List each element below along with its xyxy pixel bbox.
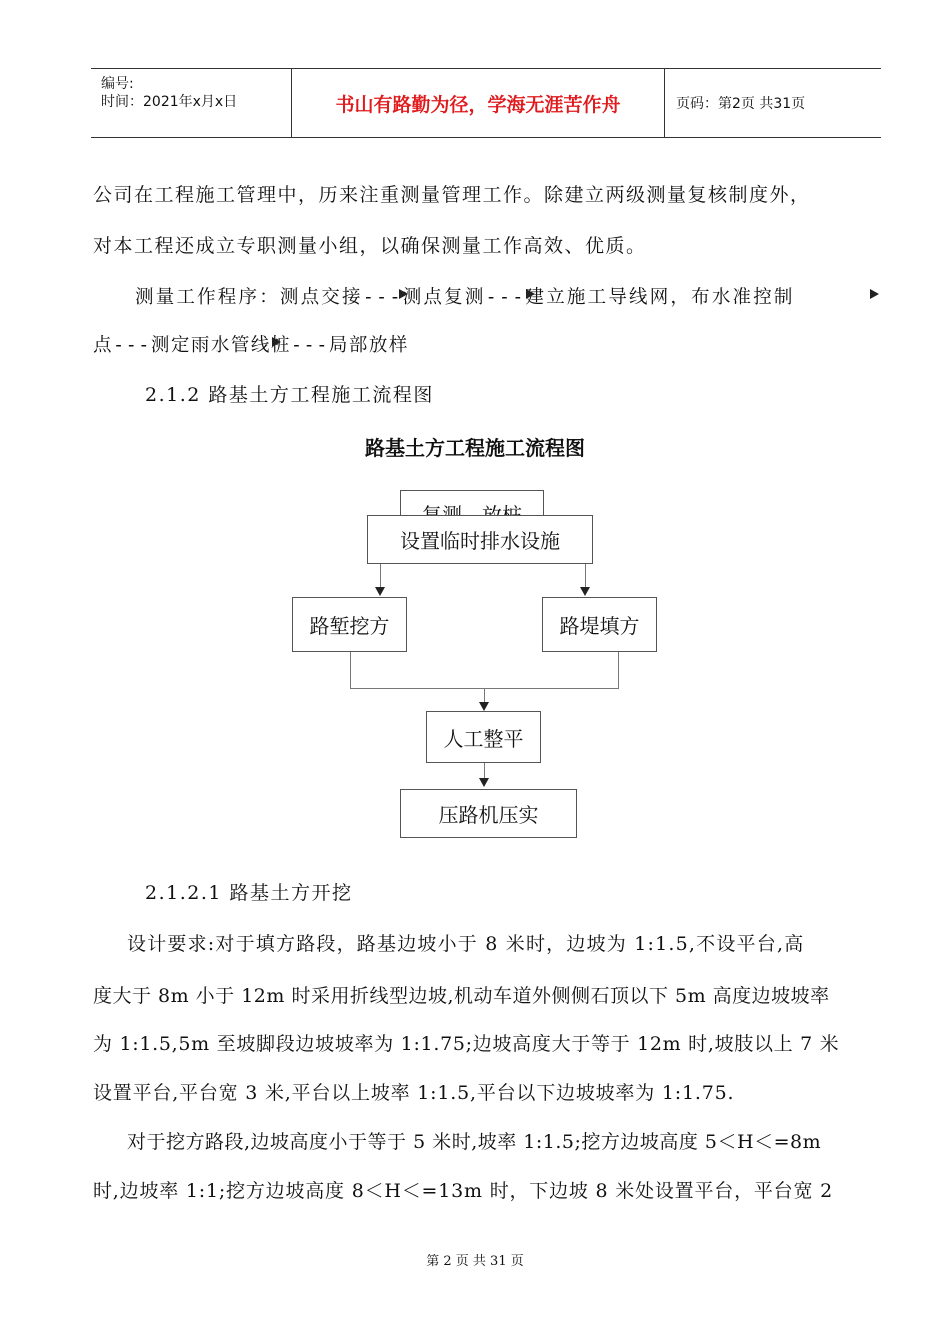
page-footer: 第 2 页 共 31 页 <box>426 1254 524 1269</box>
connector <box>618 652 619 688</box>
para3-line1: 设计要求:对于填方路段，路基边坡小于 8 米时，边坡为 1:1.5,不设平台,高 <box>127 933 805 955</box>
flow-box-leveling: 人工整平 <box>426 711 541 763</box>
code-label: 编号: <box>101 76 134 92</box>
para1-line2: 对本工程还成立专职测量小组，以确保测量工作高效、优质。 <box>93 235 647 257</box>
arrowhead-icon <box>870 289 879 299</box>
connector <box>585 564 586 589</box>
flow-box-cut: 路堑挖方 <box>292 597 407 652</box>
connector <box>484 763 485 778</box>
para1-line1: 公司在工程施工管理中，历来注重测量管理工作。除建立两级测量复核制度外， <box>93 184 811 206</box>
page-number-label: 页码：第2页 共31页 <box>676 96 806 112</box>
arrow-down-icon <box>479 702 489 711</box>
flow-box-compaction: 压路机压实 <box>400 789 577 838</box>
section-2-1-2-1: 2.1.2.1 路基土方开挖 <box>145 882 353 904</box>
para4-line2: 时,边坡率 1:1;挖方边坡高度 8＜H＜=13m 时，下边坡 8 米处设置平台，平台宽 2 <box>93 1180 834 1202</box>
arrowhead-icon <box>526 289 535 299</box>
arrow-down-icon <box>479 778 489 787</box>
para2-line2: 点---测定雨水管线桩---局部放样 <box>93 335 409 356</box>
flow-box-drainage: 设置临时排水设施 <box>367 515 593 564</box>
connector <box>380 564 381 589</box>
connector <box>484 688 485 702</box>
page-header <box>91 68 881 138</box>
flow-box-fill: 路堤填方 <box>542 597 657 652</box>
arrowhead-icon <box>399 289 408 299</box>
time-label: 时间：2021年x月x日 <box>101 94 238 110</box>
arrowhead-icon <box>272 337 281 347</box>
flowchart-title: 路基土方工程施工流程图 <box>365 436 585 460</box>
para2-line1: 测量工作程序：测点交接---测点复测---建立施工导线网，布水准控制 <box>135 287 795 308</box>
header-meta-cell <box>91 69 292 137</box>
para3-line2: 度大于 8m 小于 12m 时采用折线型边坡,机动车道外侧侧石顶以下 5m 高度边坡坡率 <box>93 985 830 1007</box>
header-page-label <box>676 69 881 137</box>
para3-line3: 为 1:1.5,5m 至坡脚段边坡坡率为 1:1.75;边坡高度大于等于 12m 时,坡肢以上 7 米 <box>93 1033 840 1055</box>
arrow-down-icon <box>375 587 385 596</box>
header-motto: 书山有路勤为径，学海无涯苦作舟 <box>292 69 665 137</box>
arrow-down-icon <box>580 587 590 596</box>
para3-line4: 设置平台,平台宽 3 米,平台以上坡率 1:1.5,平台以下边坡坡率为 1:1.75. <box>93 1082 735 1104</box>
section-2-1-2: 2.1.2 路基土方工程施工流程图 <box>145 384 434 406</box>
connector <box>350 652 351 688</box>
para4-line1: 对于挖方路段,边坡高度小于等于 5 米时,坡率 1:1.5;挖方边坡高度 5＜H＜=8m <box>127 1131 822 1153</box>
